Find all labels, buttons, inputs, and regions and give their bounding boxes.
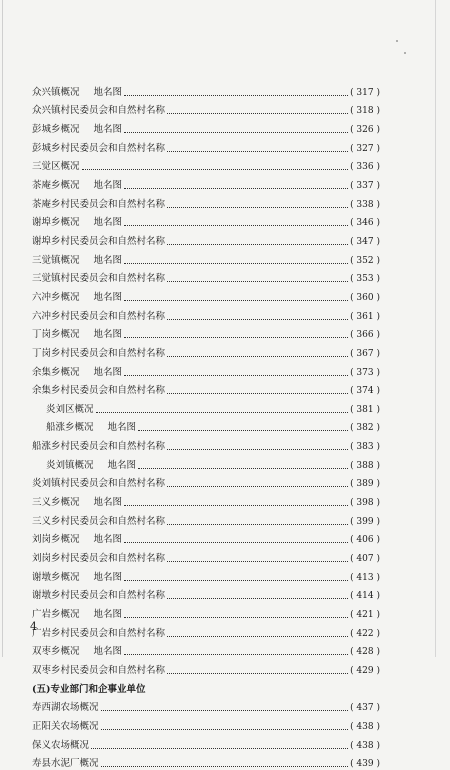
toc-entry-title: 三义乡概况 [32,497,80,509]
toc-entry-title: 谢埠乡概况 [32,217,80,229]
toc-section-heading [32,677,380,696]
toc-leader-dots [167,523,348,525]
toc-entry-title-group [32,87,122,99]
toc-entry [32,565,380,584]
toc-entry-title: 寿西湖农场概况 [32,702,99,714]
toc-entry-title: 谢墩乡村民委员会和自然村名称 [32,590,166,602]
table-of-contents [32,80,380,770]
toc-entry [32,584,380,603]
toc-leader-dots [124,653,348,655]
toc-page-number: ( 422 ) [350,628,380,639]
toc-entry-title-group [32,329,122,341]
toc-entry-title: 炎刘镇村民委员会和自然村名称 [32,478,166,490]
toc-leader-dots [167,355,348,357]
toc-page-number: ( 398 ) [350,498,380,509]
toc-page-number: ( 383 ) [350,442,380,453]
toc-entry-title-group [32,311,165,323]
toc-entry-title: (五)专业部门和企事业单位 [32,683,146,695]
toc-entry [32,752,380,770]
toc-entry-title: 船涨乡村民委员会和自然村名称 [32,441,166,453]
toc-leader-dots [167,560,348,562]
toc-page-number: ( 439 ) [350,759,380,770]
toc-entry-map-label: 地名图 [93,646,123,658]
toc-entry-title: 双枣乡概况 [32,646,80,658]
toc-entry [32,360,380,379]
toc-entry [32,136,380,155]
toc-entry-title: 船涨乡概况 [46,422,94,434]
toc-entry-title-group [32,441,165,453]
toc-entry [32,267,380,286]
toc-entry-title-group [32,553,165,565]
toc-leader-dots [124,94,348,96]
toc-entry [32,472,380,491]
toc-entry [32,80,380,99]
toc-entry [32,341,380,360]
toc-entry [32,602,380,621]
toc-entry-title: 广岩乡村民委员会和自然村名称 [32,627,166,639]
toc-entry [32,285,380,304]
toc-page-number: ( 318 ) [350,106,380,117]
toc-entry [32,509,380,528]
toc-entry [32,490,380,509]
toc-entry-title: 刘岗乡村民委员会和自然村名称 [32,553,166,565]
toc-leader-dots [124,616,348,618]
toc-leader-dots [124,374,348,376]
toc-leader-dots [124,579,348,581]
toc-entry-title-group [32,255,122,267]
toc-entry [32,546,380,565]
toc-entry [32,714,380,733]
toc-entry [32,397,380,416]
toc-entry-map-label: 地名图 [93,291,123,303]
toc-entry-map-label: 地名图 [93,217,123,229]
toc-entry-title: 六冲乡村民委员会和自然村名称 [32,310,166,322]
toc-entry [32,696,380,715]
toc-leader-dots [124,336,348,338]
toc-leader-dots [148,692,379,693]
toc-page-number: ( 366 ) [350,330,380,341]
toc-page-number: ( 407 ) [350,554,380,565]
toc-entry [32,192,380,211]
page-right-edge [435,0,436,657]
toc-leader-dots [138,467,348,469]
toc-entry [32,155,380,174]
toc-entry-title: 茶庵乡概况 [32,179,80,191]
toc-leader-dots [167,112,348,114]
toc-entry-title-group [32,180,122,192]
toc-entry [32,434,380,453]
toc-leader-dots [167,280,348,282]
toc-entry [32,528,380,547]
toc-page-number: ( 337 ) [350,180,380,191]
toc-page-number: ( 346 ) [350,218,380,229]
toc-page-number: ( 382 ) [350,423,380,434]
toc-entry-title: 丁岗乡村民委员会和自然村名称 [32,347,166,359]
toc-entry-title-group [32,758,99,770]
toc-leader-dots [167,206,348,208]
toc-leader-dots [124,541,348,543]
toc-leader-dots [138,429,348,431]
toc-entry-title: 众兴镇村民委员会和自然村名称 [32,105,166,117]
toc-page-number: ( 428 ) [350,647,380,658]
toc-leader-dots [124,504,348,506]
toc-entry-map-label: 地名图 [93,497,123,509]
toc-entry-title-group [46,460,136,472]
toc-entry-title-group [32,516,165,528]
toc-page-number: ( 361 ) [350,311,380,322]
toc-page-number: ( 360 ) [350,292,380,303]
toc-entry-title: 保义农场概况 [32,739,90,751]
toc-leader-dots [167,672,348,674]
toc-entry-title-group [32,292,122,304]
toc-entry-title-group [32,684,146,696]
toc-page-number: ( 421 ) [350,610,380,621]
toc-entry-title-group [32,236,165,248]
toc-page-number: ( 381 ) [350,404,380,415]
toc-entry-title-group [32,665,165,677]
toc-entry-title-group [46,422,136,434]
toc-entry-map-label: 地名图 [93,86,123,98]
toc-entry-title-group [32,385,165,397]
toc-page-number: ( 429 ) [350,666,380,676]
toc-page-number: ( 399 ) [350,516,380,527]
toc-page-number: ( 406 ) [350,535,380,546]
toc-leader-dots [101,765,349,767]
toc-leader-dots [124,224,348,226]
toc-leader-dots [167,448,348,450]
toc-entry-map-label: 地名图 [93,571,123,583]
toc-entry-title: 余集乡概况 [32,366,80,378]
scan-speck [404,52,406,54]
toc-leader-dots [167,485,348,487]
toc-entry-title: 彭城乡概况 [32,123,80,135]
toc-entry-title-group [32,217,122,229]
toc-entry-title: 丁岗乡概况 [32,329,80,341]
toc-entry [32,211,380,230]
scan-speck [396,40,398,42]
toc-entry-title-group [32,740,89,752]
toc-page-number: ( 437 ) [350,703,380,714]
toc-entry [32,379,380,398]
toc-entry [32,304,380,323]
toc-entry-title-group [32,105,165,117]
toc-entry-title-group [32,367,122,379]
toc-entry-title: 众兴镇概况 [32,86,80,98]
toc-entry-title: 正阳关农场概况 [32,720,99,732]
toc-entry-title-group [32,702,99,714]
toc-entry-title: 炎刘镇概况 [46,459,94,471]
toc-page-number: ( 352 ) [350,255,380,266]
toc-leader-dots [167,318,348,320]
toc-entry-title: 寿县水泥厂概况 [32,758,99,770]
toc-entry [32,416,380,435]
toc-leader-dots [124,187,348,189]
toc-entry [32,621,380,640]
toc-entry-title: 六冲乡概况 [32,291,80,303]
toc-leader-dots [124,299,348,301]
toc-entry-title-group [32,273,165,285]
page-number: 4 [30,620,37,633]
toc-entry-title-group [32,348,165,360]
toc-page-number: ( 438 ) [350,721,380,732]
toc-entry [32,99,380,118]
toc-entry-title-group [32,199,165,211]
toc-entry-title: 刘岗乡概况 [32,534,80,546]
toc-entry-title: 广岩乡概况 [32,609,80,621]
toc-leader-dots [167,392,348,394]
toc-entry-map-label: 地名图 [107,459,137,471]
toc-leader-dots [91,747,348,749]
toc-entry-map-label: 地名图 [107,422,137,434]
toc-entry-title: 三觉区概况 [32,161,80,173]
toc-page-number: ( 338 ) [350,199,380,210]
toc-entry-title-group [32,161,80,173]
toc-entry [32,173,380,192]
toc-entry-map-label: 地名图 [93,254,123,266]
toc-page-number: ( 388 ) [350,460,380,471]
toc-entry-map-label: 地名图 [93,366,123,378]
toc-entry-map-label: 地名图 [93,534,123,546]
toc-page-number: ( 317 ) [350,87,380,98]
toc-entry-title-group [46,404,94,416]
toc-page-number: ( 374 ) [350,386,380,397]
toc-entry-title: 余集乡村民委员会和自然村名称 [32,385,166,397]
toc-entry [32,117,380,136]
toc-leader-dots [101,709,349,711]
toc-entry-map-label: 地名图 [93,609,123,621]
toc-entry-title-group [32,721,99,733]
toc-page-number: ( 327 ) [350,143,380,154]
toc-entry [32,229,380,248]
toc-entry [32,640,380,659]
toc-entry-title: 三觉镇村民委员会和自然村名称 [32,273,166,285]
toc-entry-title: 谢埠乡村民委员会和自然村名称 [32,235,166,247]
toc-leader-dots [167,150,348,152]
toc-entry-map-label: 地名图 [93,123,123,135]
toc-entry [32,453,380,472]
toc-entry-title-group [32,124,122,136]
toc-page-number: ( 413 ) [350,572,380,583]
toc-entry-map-label: 地名图 [93,329,123,341]
toc-entry-title-group [32,143,165,155]
toc-page-number: ( 367 ) [350,348,380,359]
toc-leader-dots [96,411,349,413]
toc-entry [32,323,380,342]
toc-entry-title-group [32,572,122,584]
toc-entry [32,248,380,267]
toc-leader-dots [124,262,348,264]
toc-entry-title-group [32,628,165,640]
toc-leader-dots [82,168,349,170]
toc-entry-title: 茶庵乡村民委员会和自然村名称 [32,198,166,210]
toc-entry-title: 三义乡村民委员会和自然村名称 [32,515,166,527]
toc-page-number: ( 373 ) [350,367,380,378]
toc-page-number: ( 347 ) [350,236,380,247]
toc-leader-dots [167,597,348,599]
toc-entry-title-group [32,478,165,490]
toc-leader-dots [124,131,348,133]
toc-entry-title: 双枣乡村民委员会和自然村名称 [32,665,166,676]
page-left-edge [2,0,3,657]
toc-entry-title-group [32,534,122,546]
toc-leader-dots [101,728,349,730]
toc-page-number: ( 389 ) [350,479,380,490]
toc-entry-title: 炎刘区概况 [46,403,94,415]
toc-entry-title-group [32,609,122,621]
toc-page-number: ( 353 ) [350,274,380,285]
toc-leader-dots [167,635,348,637]
toc-entry-title: 三觉镇概况 [32,254,80,266]
toc-entry-title-group [32,497,122,509]
toc-entry-title: 彭城乡村民委员会和自然村名称 [32,142,166,154]
toc-page-number: ( 326 ) [350,124,380,135]
toc-page-number: ( 414 ) [350,591,380,602]
toc-page-number: ( 438 ) [350,740,380,751]
toc-entry [32,658,380,677]
toc-entry-title-group [32,590,165,602]
toc-leader-dots [167,243,348,245]
toc-entry [32,733,380,752]
toc-page-number: ( 336 ) [350,162,380,173]
toc-entry-title: 谢墩乡概况 [32,571,80,583]
toc-entry-map-label: 地名图 [93,179,123,191]
